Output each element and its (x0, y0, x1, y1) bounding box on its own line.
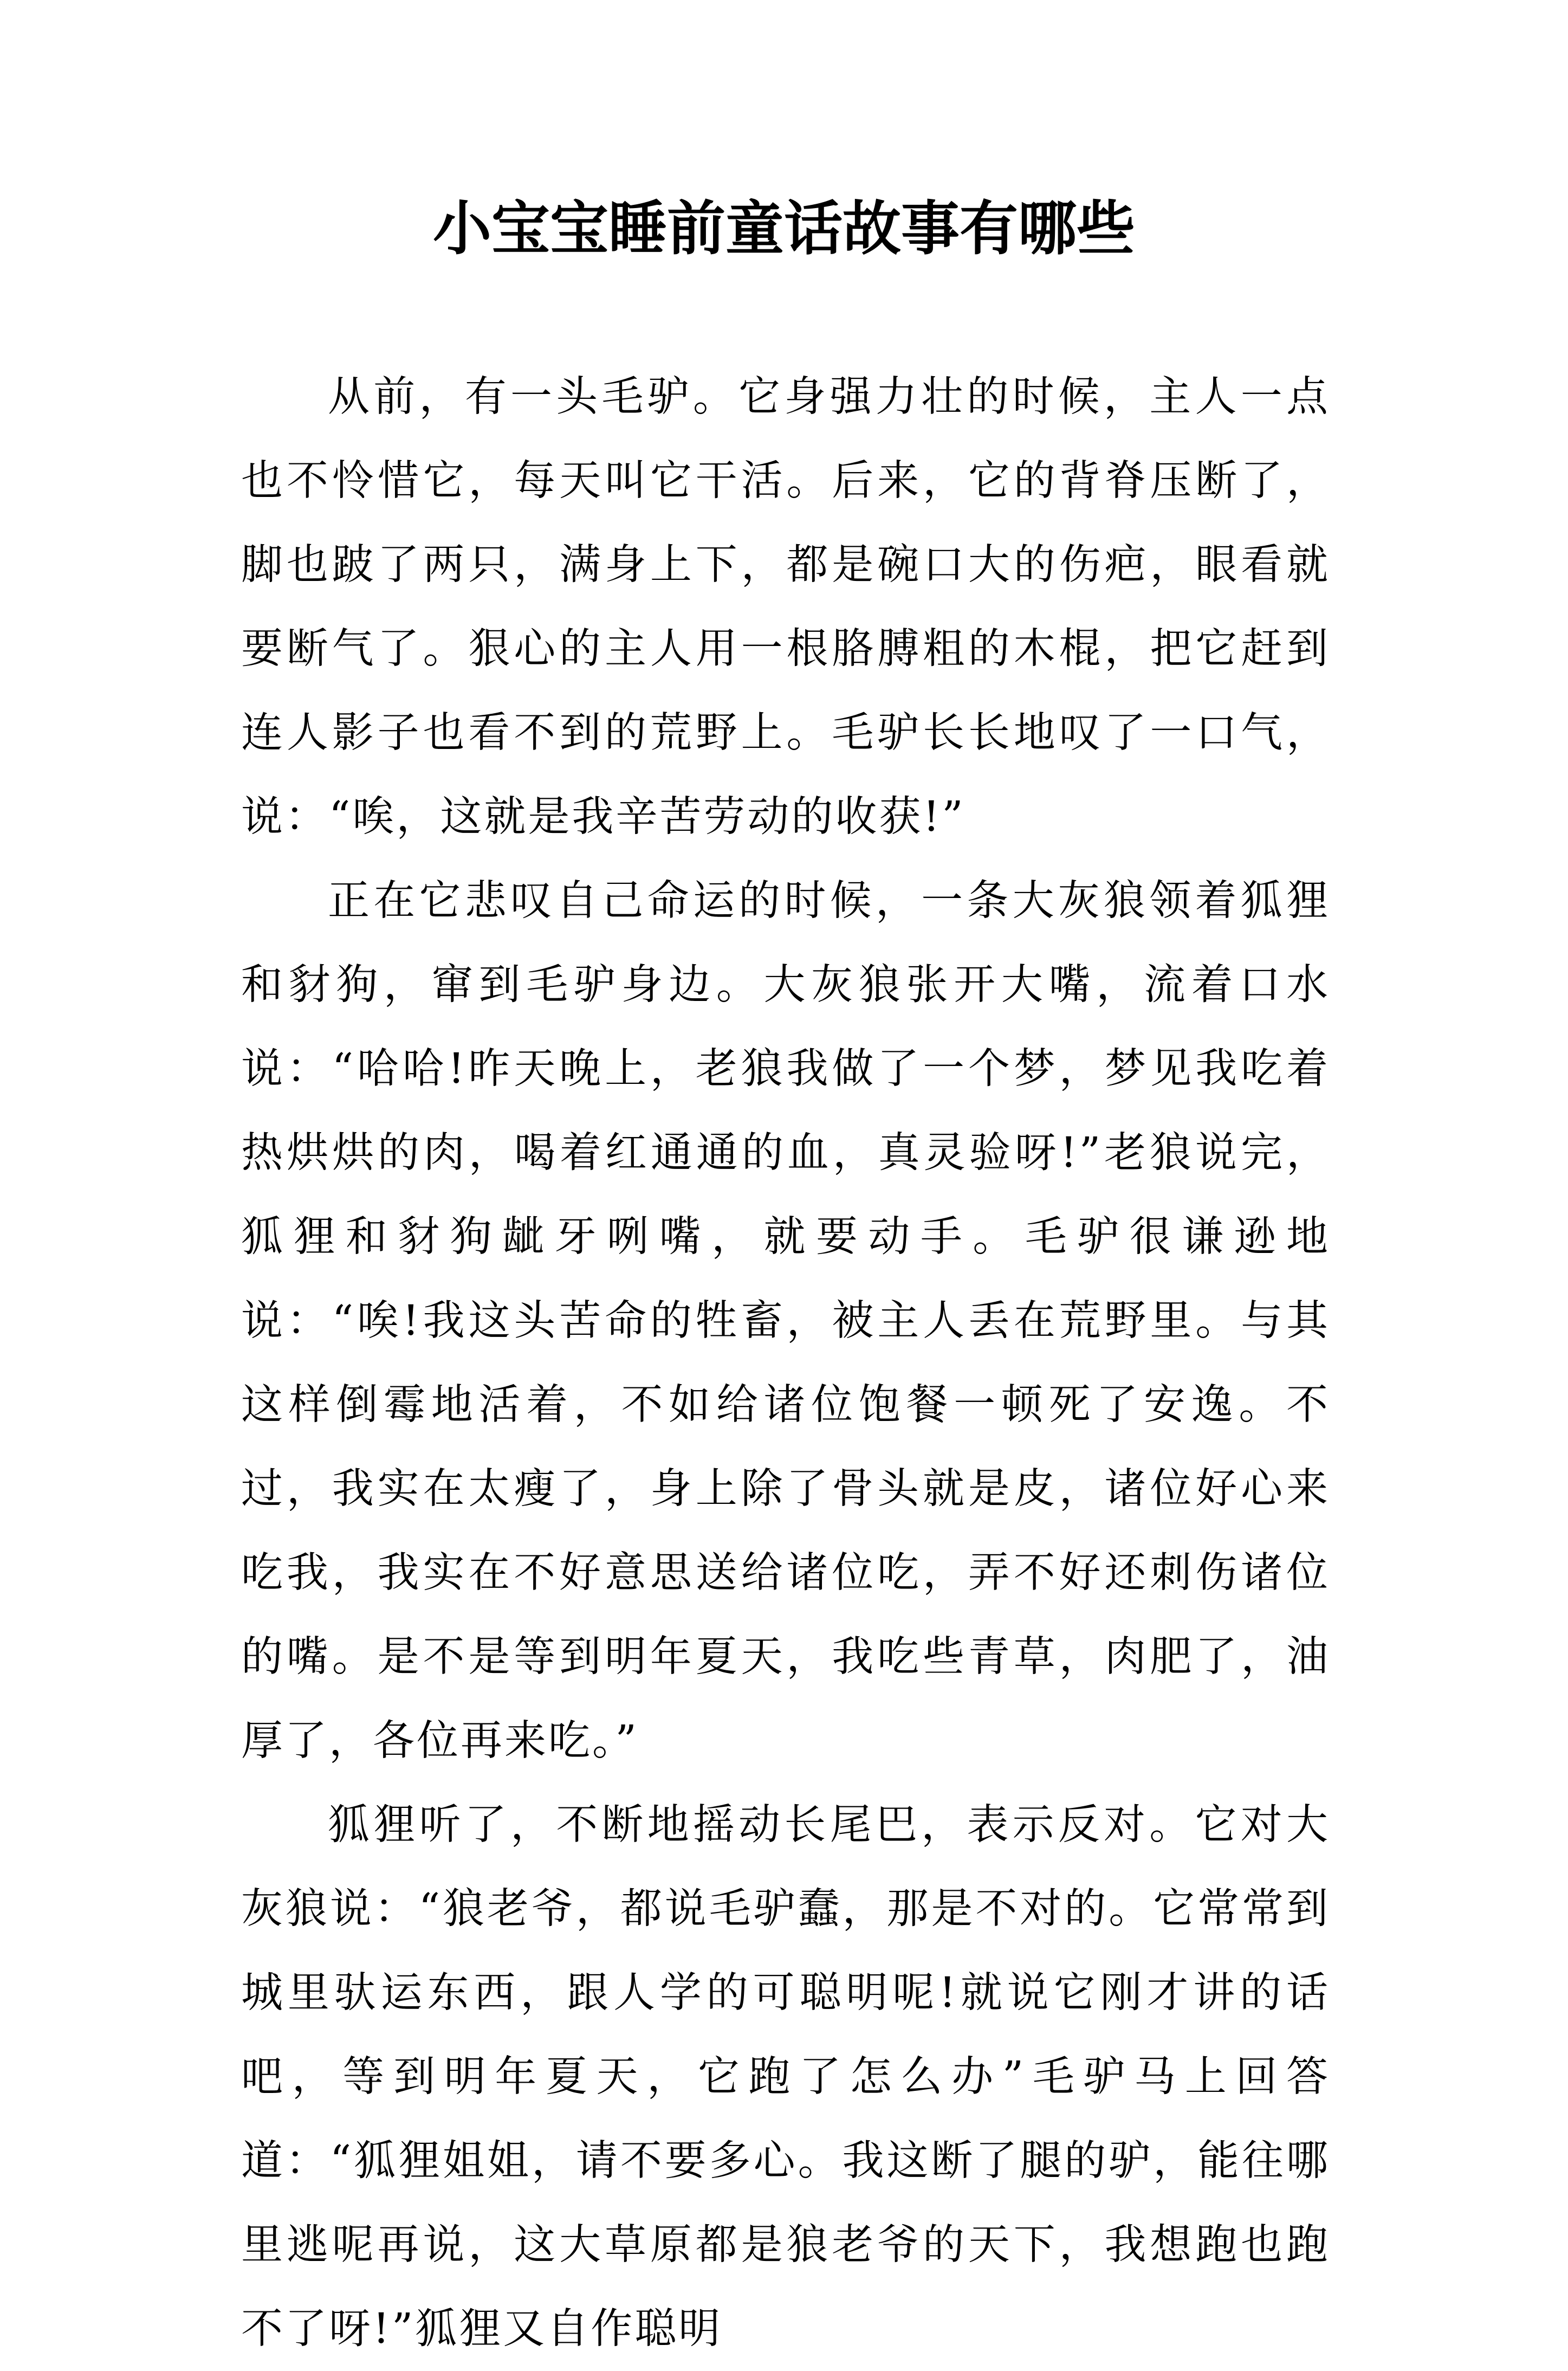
paragraph-2: 正在它悲叹自己命运的时候，一条大灰狼领着狐狸和豺狗，窜到毛驴身边。大灰狼张开大嘴，流着口水说：“哈哈!昨天晚上，老狼我做了一个梦，梦见我吃着热烘烘的肉，喝着红通通的血，真灵验呀!”老狼说完，狐狸和豺狗龇牙咧嘴，就要动手。毛驴很谦逊地说：“唉!我这头苦命的牲畜，被主人丢在荒野里。与其这样倒霉地活着，不如给诸位饱餐一顿死了安逸。不过，我实在太瘦了，身上除了骨头就是皮，诸位好心来吃我，我实在不好意思送给诸位吃，弄不好还刺伤诸位的嘴。是不是等到明年夏天，我吃些青草，肉肥了，油厚了，各位再来吃。” (241, 877, 1330, 1765)
paragraph-1: 从前，有一头毛驴。它身强力壮的时候，主人一点也不怜惜它，每天叫它干活。后来，它的背脊压断了，脚也跛了两只，满身上下，都是碗口大的伤疤，眼看就要断气了。狠心的主人用一根胳膊粗的木棍，把它赶到连人影子也看不到的荒野上。毛驴长长地叹了一口气，说：“唉，这就是我辛苦劳动的收获!” (241, 373, 1330, 841)
document-title: 小宝宝睡前童话故事有哪些 (432, 195, 1135, 263)
document-body (241, 355, 1330, 2371)
paragraph-3: 狐狸听了，不断地摇动长尾巴，表示反对。它对大灰狼说：“狼老爷，都说毛驴蠢，那是不对的。它常常到城里驮运东西，跟人学的可聪明呢!就说它刚才讲的话吧，等到明年夏天，它跑了怎么办”毛驴马上回答道：“狐狸姐姐，请不要多心。我这断了腿的驴，能往哪里逃呢再说，这大草原都是狼老爷的天下，我想跑也跑不了呀!”狐狸又自作聪明 (241, 1801, 1330, 2353)
